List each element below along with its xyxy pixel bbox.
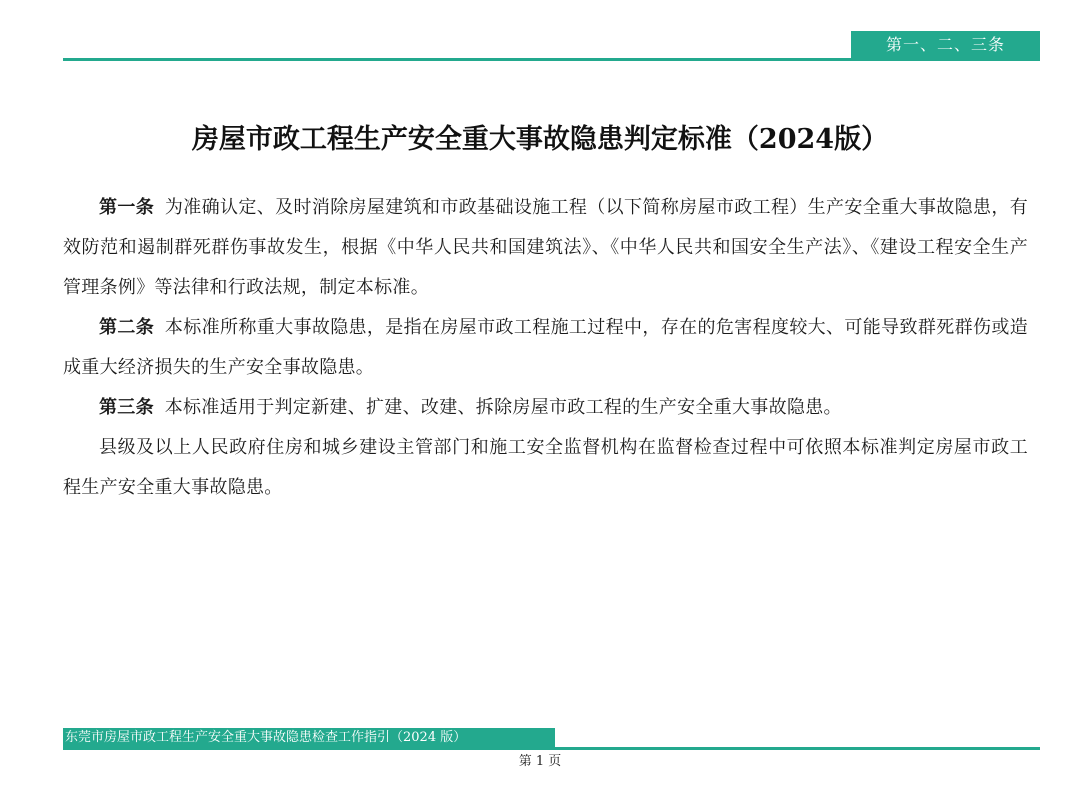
- article-3-paragraph-2: 县级及以上人民政府住房和城乡建设主管部门和施工安全监督机构在监督检查过程中可依照本标准判定房屋市政工程生产安全重大事故隐患。: [63, 437, 1028, 498]
- article-1: [63, 188, 1028, 308]
- header-divider: [63, 58, 1040, 61]
- article-2: [63, 308, 1028, 388]
- article-3-label: 第三条: [99, 397, 154, 418]
- footer-document-label: 东莞市房屋市政工程生产安全重大事故隐患检查工作指引（2024 版）: [63, 728, 555, 748]
- article-2-text: 本标准所称重大事故隐患，是指在房屋市政工程施工过程中，存在的危害程度较大、可能导致群死群伤或造成重大经济损失的生产安全事故隐患。: [63, 317, 1028, 378]
- article-1-text: 为准确认定、及时消除房屋建筑和市政基础设施工程（以下简称房屋市政工程）生产安全重大事故隐患，有效防范和遏制群死群伤事故发生，根据《中华人民共和国建筑法》、《中华人民共和国安全生产法》、《建设工程安全生产管理条例》等法律和行政法规，制定本标准。: [63, 197, 1028, 298]
- section-tab: 第一、二、三条: [851, 31, 1040, 58]
- document-body: [63, 188, 1028, 508]
- article-3: [63, 388, 1028, 428]
- article-1-label: 第一条: [99, 197, 155, 218]
- footer-divider: [63, 747, 1040, 750]
- article-3-text: 本标准适用于判定新建、扩建、改建、拆除房屋市政工程的生产安全重大事故隐患。: [164, 397, 842, 418]
- page-title: 房屋市政工程生产安全重大事故隐患判定标准（2024版）: [191, 124, 889, 156]
- page-number: 第 1 页: [518, 754, 562, 769]
- article-2-label: 第二条: [99, 317, 155, 338]
